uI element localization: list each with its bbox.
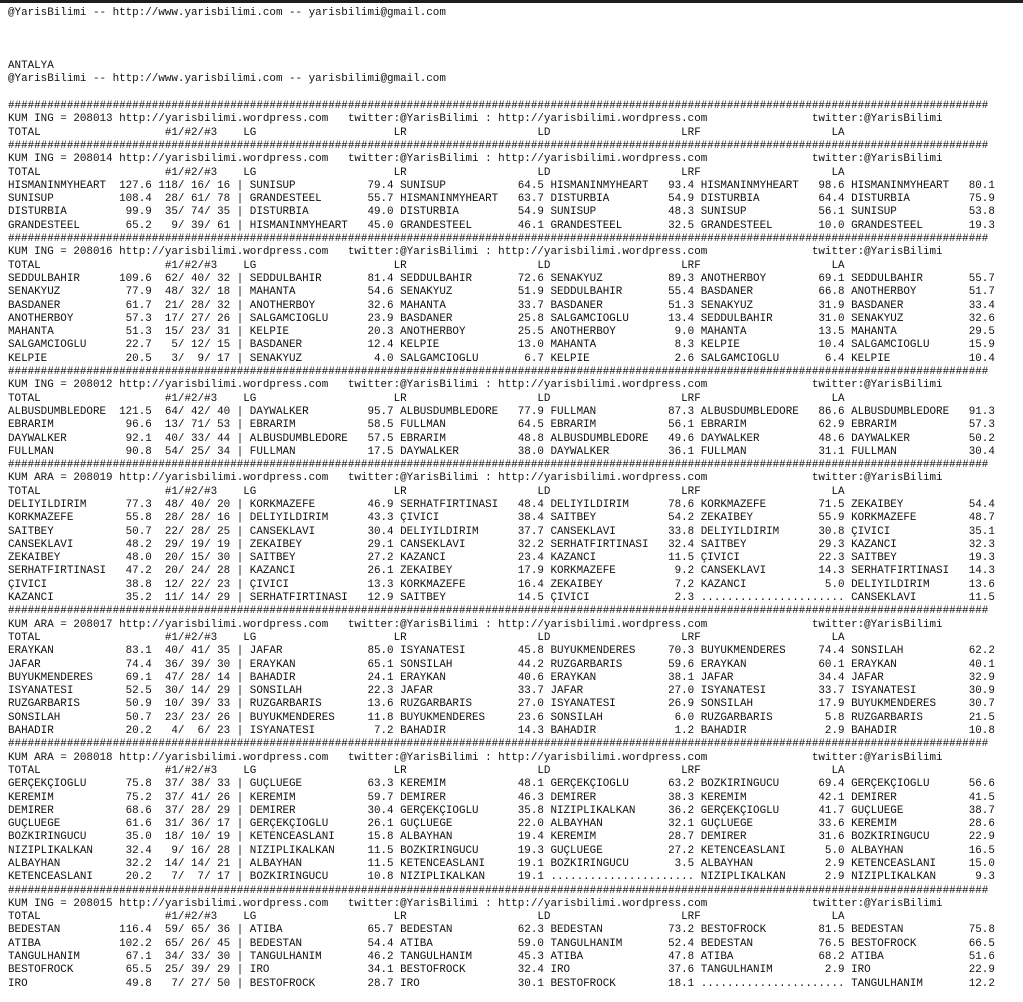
horse-row: SUNISUP 108.4 28/ 61/ 78 | GRANDESTEEL 55.7 HISMANINMYHEART 63.7 DISTURBIA 54.9 DISTURBIA 64.4 DISTURBIA 75.9 bbox=[8, 193, 995, 206]
separator-line: ###################################################################################################################################################### bbox=[8, 366, 989, 379]
race-header: KUM ARA = 208019 http://yarisbilimi.wordpress.com twitter:@YarisBilimi : http://yarisbilimi.wordpress.com twitter:@YarisBilimi bbox=[8, 472, 943, 485]
horse-row: CANSEKLAVI 48.2 29/ 19/ 19 | ZEKAIBEY 29.1 CANSEKLAVI 32.2 SERHATFIRTINASI 32.4 SAITBEY 29.3 KAZANCI 32.3 bbox=[8, 538, 995, 551]
blank-line bbox=[8, 34, 1018, 47]
horse-row: BOZKIRINGÜCÜ 35.0 18/ 10/ 19 | KETENCEASLANI 15.8 ALBAYHAN 19.4 KEREMIM 28.7 DEMIRER 31.6 BOZKIRINGÜCÜ 22.9 bbox=[8, 831, 995, 844]
race-header: KUM ING = 208013 http://yarisbilimi.wordpress.com twitter:@YarisBilimi : http://yarisbilimi.wordpress.com twitter:@YarisBilimi bbox=[8, 113, 943, 126]
horse-row: BEDESTAN 116.4 59/ 65/ 36 | ATIBA 65.7 BEDESTAN 62.3 BEDESTAN 73.2 BESTOFROCK 81.5 BEDESTAN 75.8 bbox=[8, 924, 995, 937]
horse-row: ISYANATESI 52.5 30/ 14/ 29 | SONSILAH 22.3 JAFAR 33.7 JAFAR 27.0 ISYANATESI 33.7 ISYANATESI 30.9 bbox=[8, 685, 995, 698]
race-header: KUM ING = 208015 http://yarisbilimi.wordpress.com twitter:@YarisBilimi : http://yarisbilimi.wordpress.com twitter:@YarisBilimi bbox=[8, 897, 943, 910]
header-credit-line-2: @YarisBilimi -- http://www.yarisbilimi.com -- yarisbilimi@gmail.com bbox=[8, 73, 446, 86]
horse-row: ALBUSDUMBLEDORE 121.5 64/ 42/ 40 | DAYWALKER 95.7 ALBUSDUMBLEDORE 77.9 FULLMAN 87.3 ALBUSDUMBLEDORE 86.6 ALBUSDUMBLEDORE 91.3 bbox=[8, 405, 995, 418]
race-header: KUM ING = 208014 http://yarisbilimi.wordpress.com twitter:@YarisBilimi : http://yarisbilimi.wordpress.com twitter:@YarisBilimi bbox=[8, 153, 943, 166]
horse-row: ATIBA 102.2 65/ 26/ 45 | BEDESTAN 54.4 ATIBA 59.0 TANGÜLHANIM 52.4 BEDESTAN 76.5 BESTOFROCK 66.5 bbox=[8, 937, 995, 950]
horse-row: DEMIRER 68.6 37/ 28/ 29 | DEMIRER 30.4 GERÇEKÇIOGLU 35.8 NIZIPLIKALKAN 36.2 GERÇEKÇIOGLU 41.7 GÜÇLÜEGE 38.7 bbox=[8, 804, 995, 817]
horse-row: JAFAR 74.4 36/ 39/ 30 | ERAYKAN 65.1 SONSILAH 44.2 RÜZGARBARIS 59.6 ERAYKAN 60.1 ERAYKAN 40.1 bbox=[8, 658, 995, 671]
horse-row: MAHANTA 51.3 15/ 23/ 31 | KELPIE 20.3 ANOTHERBOY 25.5 ANOTHERBOY 9.0 MAHANTA 13.5 MAHANTA 29.5 bbox=[8, 326, 995, 339]
horse-row: DISTURBIA 99.9 35/ 74/ 35 | DISTURBIA 49.0 DISTURBIA 54.9 SUNISUP 48.3 SUNISUP 56.1 SUNISUP 53.8 bbox=[8, 206, 995, 219]
column-header: TOTAL #1/#2/#3 LG LR LD LRF LA bbox=[8, 259, 845, 272]
horse-row: FULLMAN 90.8 54/ 25/ 34 | FULLMAN 17.5 DAYWALKER 38.0 DAYWALKER 36.1 FULLMAN 31.1 FULLMAN 30.4 bbox=[8, 445, 995, 458]
blank-line bbox=[8, 47, 1018, 60]
horse-row: SENAKYÜZ 77.9 48/ 32/ 18 | MAHANTA 54.6 SENAKYÜZ 51.9 SEDDÜLBAHIR 55.4 BASDANER 66.8 ANOTHERBOY 51.7 bbox=[8, 286, 995, 299]
separator-line: ###################################################################################################################################################### bbox=[8, 884, 989, 897]
results-document bbox=[8, 7, 1018, 991]
horse-row: GÜÇLÜEGE 61.6 31/ 36/ 17 | GERÇEKÇIOGLU 26.1 GÜÇLÜEGE 22.0 ALBAYHAN 32.1 GÜÇLÜEGE 33.6 KEREMIM 28.6 bbox=[8, 818, 995, 831]
horse-row: KORKMAZEFE 55.8 28/ 28/ 16 | DELIYILDIRIM 43.3 ÇIVICI 38.4 SAITBEY 54.2 ZEKAIBEY 55.9 KORKMAZEFE 48.7 bbox=[8, 512, 995, 525]
column-header: TOTAL #1/#2/#3 LG LR LD LRF LA bbox=[8, 764, 845, 777]
horse-row: SONSILAH 50.7 23/ 23/ 26 | BÜYÜKMENDERES 11.8 BÜYÜKMENDERES 23.6 SONSILAH 6.0 RÜZGARBARIS 5.8 RÜZGARBARIS 21.5 bbox=[8, 711, 995, 724]
horse-row: SEDDÜLBAHIR 109.6 62/ 40/ 32 | SEDDÜLBAHIR 81.4 SEDDÜLBAHIR 72.6 SENAKYÜZ 89.3 ANOTHERBOY 69.1 SEDDÜLBAHIR 55.7 bbox=[8, 272, 995, 285]
horse-row: GRANDESTEEL 65.2 9/ 39/ 61 | HISMANINMYHEART 45.0 GRANDESTEEL 46.1 GRANDESTEEL 32.5 GRANDESTEEL 10.0 GRANDESTEEL 19.3 bbox=[8, 219, 995, 232]
horse-row: ZEKAIBEY 48.0 20/ 15/ 30 | SAITBEY 27.2 KAZANCI 23.4 KAZANCI 11.5 ÇIVICI 22.3 SAITBEY 19.3 bbox=[8, 552, 995, 565]
column-header: TOTAL #1/#2/#3 LG LR LD LRF LA bbox=[8, 166, 845, 179]
separator-line: ###################################################################################################################################################### bbox=[8, 605, 989, 618]
horse-row: EBRARIM 96.6 13/ 71/ 53 | EBRARIM 58.5 FULLMAN 64.5 EBRARIM 56.1 EBRARIM 62.9 EBRARIM 57.3 bbox=[8, 419, 995, 432]
column-header: TOTAL #1/#2/#3 LG LR LD LRF LA bbox=[8, 631, 845, 644]
horse-row: RÜZGARBARIS 50.9 10/ 39/ 33 | RÜZGARBARIS 13.6 RÜZGARBARIS 27.0 ISYANATESI 26.9 SONSILAH 17.9 BÜYÜKMENDERES 30.7 bbox=[8, 698, 995, 711]
horse-row: IRO 49.8 7/ 27/ 50 | BESTOFROCK 28.7 IRO 30.1 BESTOFROCK 18.1 ...................... TANGÜLHANIM 12.2 bbox=[8, 977, 995, 990]
horse-row: SALGAMCIOGLU 22.7 5/ 12/ 15 | BASDANER 12.4 KELPIE 13.0 MAHANTA 8.3 KELPIE 10.4 SALGAMCIOGLU 15.9 bbox=[8, 339, 995, 352]
blank-line bbox=[8, 20, 1018, 33]
horse-row: KAZANCI 35.2 11/ 14/ 29 | SERHATFIRTINASI 12.9 SAITBEY 14.5 ÇIVICI 2.3 ...................... CANSEKLAVI 11.5 bbox=[8, 592, 995, 605]
horse-row: NIZIPLIKALKAN 32.4 9/ 16/ 28 | NIZIPLIKALKAN 11.5 BOZKIRINGÜCÜ 19.3 GÜÇLÜEGE 27.2 KETENCEASLANI 5.0 ALBAYHAN 16.5 bbox=[8, 844, 995, 857]
separator-line: ###################################################################################################################################################### bbox=[8, 233, 989, 246]
separator-line: ###################################################################################################################################################### bbox=[8, 738, 989, 751]
horse-row: SERHATFIRTINASI 47.2 20/ 24/ 28 | KAZANCI 26.1 ZEKAIBEY 17.9 KORKMAZEFE 9.2 CANSEKLAVI 14.3 SERHATFIRTINASI 14.3 bbox=[8, 565, 995, 578]
race-header: KUM ING = 208016 http://yarisbilimi.wordpress.com twitter:@YarisBilimi : http://yarisbilimi.wordpress.com twitter:@YarisBilimi bbox=[8, 246, 943, 259]
window-top-bar bbox=[0, 0, 1023, 3]
column-header: TOTAL #1/#2/#3 LG LR LD LRF LA bbox=[8, 392, 845, 405]
horse-row: HISMANINMYHEART 127.6 118/ 16/ 16 | SUNISUP 79.4 SUNISUP 64.5 HISMANINMYHEART 93.4 HISMANINMYHEART 98.6 HISMANINMYHEART 80.1 bbox=[8, 179, 995, 192]
race-header: KUM ARA = 208017 http://yarisbilimi.wordpress.com twitter:@YarisBilimi : http://yarisbilimi.wordpress.com twitter:@YarisBilimi bbox=[8, 618, 943, 631]
race-blocks bbox=[8, 100, 1018, 991]
horse-row: KELPIE 20.5 3/ 9/ 17 | SENAKYÜZ 4.0 SALGAMCIOGLU 6.7 KELPIE 2.6 SALGAMCIOGLU 6.4 KELPIE 10.4 bbox=[8, 352, 995, 365]
horse-row: ÇIVICI 38.8 12/ 22/ 23 | ÇIVICI 13.3 KORKMAZEFE 16.4 ZEKAIBEY 7.2 KAZANCI 5.0 DELIYILDIRIM 13.6 bbox=[8, 578, 995, 591]
horse-row: ALBAYHAN 32.2 14/ 14/ 21 | ALBAYHAN 11.5 KETENCEASLANI 19.1 BOZKIRINGÜCÜ 3.5 ALBAYHAN 2.9 KETENCEASLANI 15.0 bbox=[8, 858, 995, 870]
horse-row: DELIYILDIRIM 77.3 48/ 40/ 20 | KORKMAZEFE 46.9 SERHATFIRTINASI 48.4 DELIYILDIRIM 78.6 KORKMAZEFE 71.5 ZEKAIBEY 54.4 bbox=[8, 498, 995, 511]
horse-row: KEREMIM 75.2 37/ 41/ 26 | KEREMIM 59.7 DEMIRER 46.3 DEMIRER 38.3 KEREMIM 42.1 DEMIRER 41.5 bbox=[8, 791, 995, 804]
separator-line: ###################################################################################################################################################### bbox=[8, 100, 989, 113]
column-header: TOTAL #1/#2/#3 LG LR LD LRF LA bbox=[8, 485, 845, 498]
race-header: KUM ARA = 208018 http://yarisbilimi.wordpress.com twitter:@YarisBilimi : http://yarisbilimi.wordpress.com twitter:@YarisBilimi bbox=[8, 751, 943, 764]
blank-line bbox=[8, 87, 1018, 100]
separator-line: ###################################################################################################################################################### bbox=[8, 459, 989, 472]
horse-row: BASDANER 61.7 21/ 28/ 32 | ANOTHERBOY 32.6 MAHANTA 33.7 BASDANER 51.3 SENAKYÜZ 31.9 BASDANER 33.4 bbox=[8, 299, 995, 312]
column-header: TOTAL #1/#2/#3 LG LR LD LRF LA bbox=[8, 911, 845, 924]
horse-row: SAITBEY 50.7 22/ 28/ 25 | CANSEKLAVI 30.4 DELIYILDIRIM 37.7 CANSEKLAVI 33.8 DELIYILDIRIM 30.8 ÇIVICI 35.1 bbox=[8, 525, 995, 538]
horse-row: BÜYÜKMENDERES 69.1 47/ 28/ 14 | BAHADIR 24.1 ERAYKAN 40.6 ERAYKAN 38.1 JAFAR 34.4 JAFAR 32.9 bbox=[8, 671, 995, 684]
horse-row: GERÇEKÇIOGLU 75.8 37/ 38/ 33 | GÜÇLÜEGE 63.3 KEREMIM 48.1 GERÇEKÇIOGLU 63.2 BOZKIRINGÜCÜ 69.4 GERÇEKÇIOGLU 56.6 bbox=[8, 778, 995, 791]
horse-row: DAYWALKER 92.1 40/ 33/ 44 | ALBUSDUMBLEDORE 57.5 EBRARIM 48.8 ALBUSDUMBLEDORE 49.6 DAYWALKER 48.6 DAYWALKER 50.2 bbox=[8, 432, 995, 445]
horse-row: KETENCEASLANI 20.2 7/ 7/ 17 | BOZKIRINGÜCÜ 10.8 NIZIPLIKALKAN 19.1 ...................... NIZIPLIKALKAN 2.9 NIZIPLIKALKAN 9.3 bbox=[8, 871, 995, 884]
race-header: KUM ING = 208012 http://yarisbilimi.wordpress.com twitter:@YarisBilimi : http://yarisbilimi.wordpress.com twitter:@YarisBilimi bbox=[8, 379, 943, 392]
horse-row: BAHADIR 20.2 4/ 6/ 23 | ISYANATESI 7.2 BAHADIR 14.3 BAHADIR 1.2 BAHADIR 2.9 BAHADIR 10.8 bbox=[8, 725, 995, 738]
horse-row: TANGÜLHANIM 67.1 34/ 33/ 30 | TANGÜLHANIM 46.2 TANGÜLHANIM 45.3 ATIBA 47.8 ATIBA 68.2 ATIBA 51.6 bbox=[8, 951, 995, 964]
separator-line: ###################################################################################################################################################### bbox=[8, 139, 989, 152]
header-credit-line: @YarisBilimi -- http://www.yarisbilimi.com -- yarisbilimi@gmail.com bbox=[8, 7, 446, 19]
city-title: ANTALYA bbox=[8, 60, 54, 73]
horse-row: BESTOFROCK 65.5 25/ 39/ 29 | IRO 34.1 BESTOFROCK 32.4 IRO 37.6 TANGÜLHANIM 2.9 IRO 22.9 bbox=[8, 964, 995, 977]
horse-row: ANOTHERBOY 57.3 17/ 27/ 26 | SALGAMCIOGLU 23.9 BASDANER 25.8 SALGAMCIOGLU 13.4 SEDDÜLBAHIR 31.0 SENAKYÜZ 32.6 bbox=[8, 312, 995, 325]
horse-row: ERAYKAN 83.1 40/ 41/ 35 | JAFAR 85.0 ISYANATESI 45.8 BÜYÜKMENDERES 70.3 BÜYÜKMENDERES 74.4 SONSILAH 62.2 bbox=[8, 645, 995, 658]
column-header: TOTAL #1/#2/#3 LG LR LD LRF LA bbox=[8, 126, 845, 139]
